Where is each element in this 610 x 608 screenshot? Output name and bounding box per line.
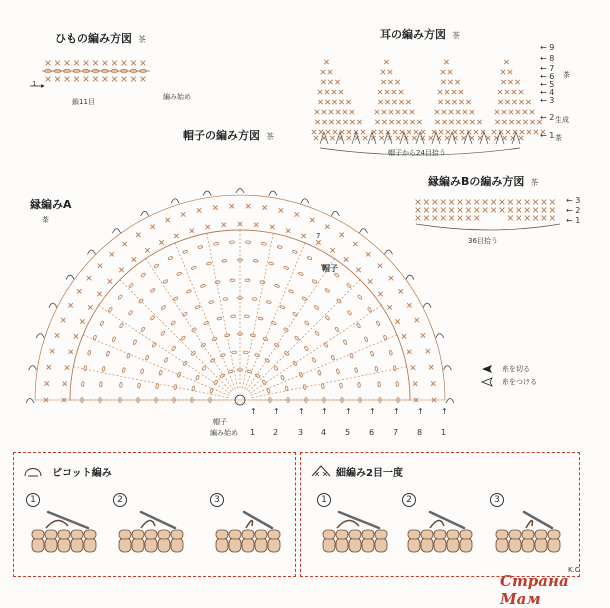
hat-label: 帽子 bbox=[322, 264, 338, 273]
strap-color-tag: 茶 bbox=[138, 35, 146, 44]
cut-yarn-icon bbox=[482, 365, 494, 373]
picot-step-number: 3 bbox=[210, 493, 224, 507]
hat-row-arrow-icon: ↑ bbox=[273, 407, 280, 416]
ear-diagram bbox=[310, 40, 540, 155]
sc2tog-step-number: 1 bbox=[317, 493, 331, 507]
edge-b-title: 縁編みBの編み方図 茶 bbox=[428, 175, 539, 188]
ear-row-number: ← 3 bbox=[540, 96, 555, 105]
sc2tog-step-illustration bbox=[319, 508, 394, 558]
ear-right-color: 茶 bbox=[563, 71, 570, 79]
ear-row-number: ← 4 bbox=[540, 88, 555, 97]
page-mark: K.C bbox=[568, 566, 580, 574]
hat-row-arrow-icon: ↑ bbox=[369, 407, 376, 416]
ear-row2-label: 生成 bbox=[555, 116, 569, 124]
join-yarn-icon bbox=[482, 378, 494, 386]
hat-arrow-number: 7 bbox=[316, 232, 321, 240]
hat-row-number: 7 bbox=[393, 428, 399, 437]
sc2tog-icon bbox=[310, 464, 332, 478]
watermark: Страна Мам bbox=[500, 572, 569, 608]
edge-b-pickup-note: 36目拾う bbox=[468, 237, 498, 245]
picot-icon bbox=[22, 464, 44, 478]
sc2tog-step-illustration bbox=[404, 508, 479, 558]
strap-chain-note: 鎖11目 bbox=[72, 98, 95, 106]
strap-start-label: 編み始め bbox=[163, 93, 191, 101]
edge-b-color-tag: 茶 bbox=[530, 178, 539, 187]
sc2tog-step-illustration bbox=[492, 508, 567, 558]
legend-join-label: 糸をつける bbox=[502, 378, 537, 386]
hat-row-arrow-icon: ↑ bbox=[250, 407, 257, 416]
ear-row1-label: 茶 bbox=[555, 134, 562, 142]
ear-pickup-note: 帽子から24目拾う bbox=[388, 149, 446, 157]
hat-row-number: 2 bbox=[273, 428, 279, 437]
hat-title: 帽子の編み方図 茶 bbox=[183, 129, 274, 142]
hat-row-number: 4 bbox=[321, 428, 327, 437]
hat-start-label-1: 帽子 bbox=[213, 418, 227, 426]
ear-row-number: ← 9 bbox=[540, 43, 555, 52]
hat-row-number: 1 bbox=[250, 428, 256, 437]
edge-b-row-number: ← 3 bbox=[566, 196, 581, 205]
legend-cut-label: 糸を切る bbox=[502, 365, 530, 373]
picot-step-illustration bbox=[115, 508, 190, 558]
hat-row-arrow-icon: ↑ bbox=[298, 407, 305, 416]
ear-color-tag: 茶 bbox=[452, 31, 460, 40]
hat-diagram bbox=[10, 140, 470, 420]
hat-row-arrow-icon: ↑ bbox=[441, 407, 448, 416]
picot-step-number: 2 bbox=[113, 493, 127, 507]
hat-row-number: 5 bbox=[345, 428, 351, 437]
edge-b-row-number: ← 2 bbox=[566, 206, 581, 215]
ear-row-number: ← 8 bbox=[540, 54, 555, 63]
ear-title: 耳の編み方図 茶 bbox=[380, 28, 460, 41]
hat-row-arrow-icon: ↑ bbox=[345, 407, 352, 416]
edge-a-title: 縁編みA bbox=[30, 198, 72, 211]
hat-color-tag: 茶 bbox=[266, 132, 274, 141]
picot-step-illustration bbox=[212, 508, 287, 558]
sc2tog-step-number: 3 bbox=[490, 493, 504, 507]
ear-row-number: ← 5 bbox=[540, 80, 555, 89]
sc2tog-step-number: 2 bbox=[402, 493, 416, 507]
hat-row-number: 1 bbox=[441, 428, 447, 437]
hat-row-number: 8 bbox=[417, 428, 423, 437]
ear-row-number: ← 6 bbox=[540, 72, 555, 81]
strap-diagram bbox=[30, 60, 180, 100]
hat-row-arrow-icon: ↑ bbox=[417, 407, 424, 416]
picot-title: ピコット編み bbox=[52, 468, 112, 479]
ear-row-number: ← 2 bbox=[540, 113, 555, 122]
hat-row-number: 6 bbox=[369, 428, 375, 437]
picot-step-number: 1 bbox=[26, 493, 40, 507]
hat-start-label-2: 編み始め bbox=[210, 429, 238, 437]
edge-b-row-number: ← 1 bbox=[566, 216, 581, 225]
strap-title: ひもの編み方図 茶 bbox=[55, 32, 146, 45]
ear-row-number: ← 7 bbox=[540, 64, 555, 73]
sc2tog-title: 細編み2目一度 bbox=[336, 468, 403, 479]
hat-row-arrow-icon: ↑ bbox=[393, 407, 400, 416]
hat-row-arrow-icon: ↑ bbox=[321, 407, 328, 416]
ear-row-number: ← 1 bbox=[540, 131, 555, 140]
hat-row-number: 3 bbox=[298, 428, 304, 437]
strap-row-number: 1 bbox=[32, 80, 37, 88]
edge-a-color-tag: 茶 bbox=[42, 216, 49, 224]
picot-step-illustration bbox=[28, 508, 103, 558]
